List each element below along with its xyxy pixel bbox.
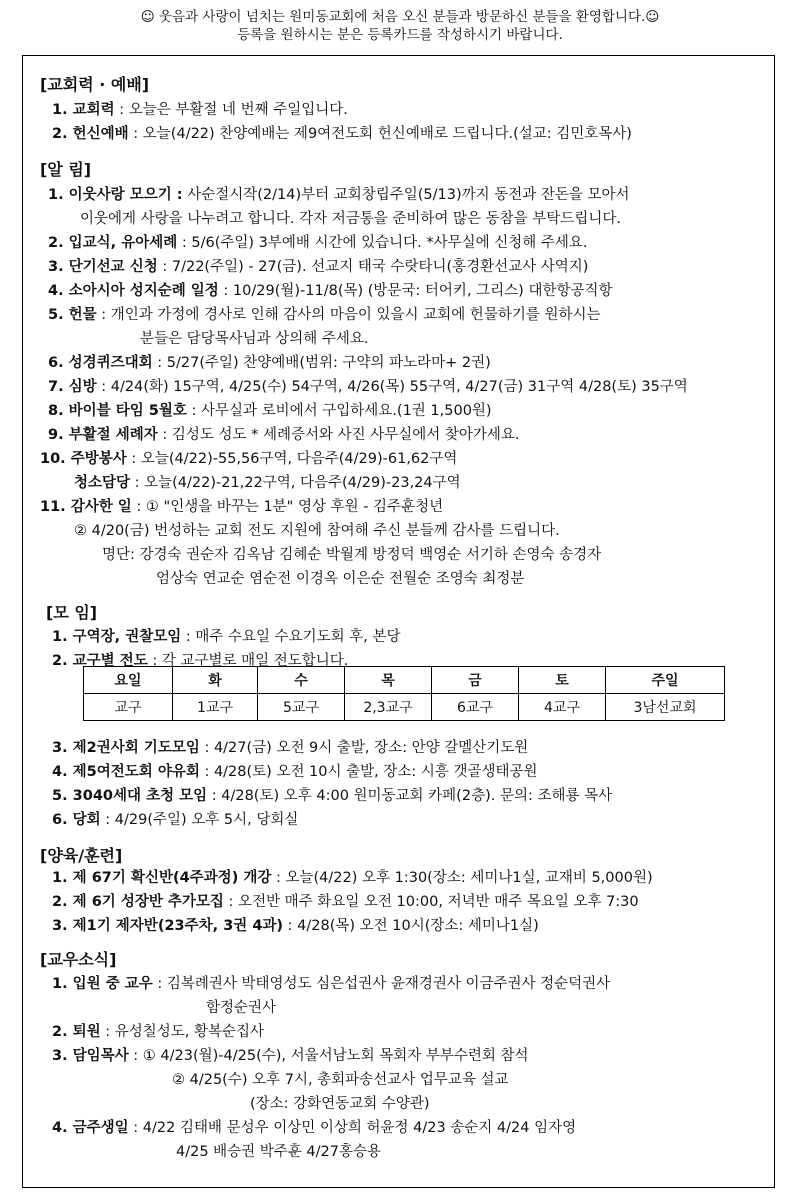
list-item: ② 4/20(금) 번성하는 교회 전도 지원에 참여해 주신 분들께 감사를 드립니다. bbox=[74, 523, 560, 539]
list-item: 2. 입교식, 유아세례 : 5/6(주일) 3부예배 시간에 있습니다. *사무실에 신청해 주세요. bbox=[48, 235, 588, 251]
list-item: 엄상숙 연교순 염순전 이경옥 이은순 전월순 조영숙 최정분 bbox=[156, 571, 525, 587]
list-item: 5. 헌물 : 개인과 가정에 경사로 인해 감사의 마음이 있을시 교회에 헌물하기를 원하시는 bbox=[48, 307, 601, 323]
list-item: 3. 담임목사 : ① 4/23(월)-4/25(수), 서울서남노회 목회자 부부수련회 참석 bbox=[52, 1048, 529, 1064]
list-item: 8. 바이블 타임 5월호 : 사무실과 로비에서 구입하세요.(1권 1,500원) bbox=[48, 403, 492, 419]
list-item: 10. 주방봉사 : 오늘(4/22)-55,56구역, 다음주(4/29)-61,62구역 bbox=[40, 451, 458, 467]
list-item: (장소: 강화연동교회 수양관) bbox=[250, 1096, 430, 1112]
list-item: 명단: 강경숙 권순자 김옥남 김혜순 박월계 방정덕 백영순 서기하 손영숙 송경자 bbox=[102, 547, 602, 563]
list-item: 1. 교회력 : 오늘은 부활절 네 번째 주일입니다. bbox=[52, 102, 348, 118]
table-header-cell: 주일 bbox=[606, 667, 725, 694]
list-item: 1. 이웃사랑 모으기 : 사순절시작(2/14)부터 교회창립주일(5/13)까지 동전과 잔돈을 모아서 bbox=[48, 187, 630, 203]
list-item: 7. 심방 : 4/24(화) 15구역, 4/25(수) 54구역, 4/26(목) 55구역, 4/27(금) 31구역 4/28(토) 35구역 bbox=[48, 379, 688, 395]
table-header-cell: 화 bbox=[173, 667, 258, 694]
list-item: 2. 교구별 전도 : 각 교구별로 매일 전도합니다. bbox=[52, 653, 349, 669]
list-item: 1. 구역장, 권찰모임 : 매주 수요일 수요기도회 후, 본당 bbox=[52, 629, 401, 645]
table-header-cell: 토 bbox=[519, 667, 606, 694]
list-item: 4. 소아시아 성지순례 일정 : 10/29(월)-11/8(목) (방문국: 터어키, 그리스) 대한항공직항 bbox=[48, 283, 613, 299]
table-cell: 4교구 bbox=[519, 694, 606, 721]
table-cell: 2,3교구 bbox=[345, 694, 432, 721]
list-item: 6. 성경퀴즈대회 : 5/27(주일) 찬양예배(범위: 구약의 파노라마+ 2권) bbox=[48, 355, 491, 371]
welcome-line: ☺ 웃음과 사랑이 넘치는 원미동교회에 처음 오신 분들과 방문하신 분들을 환영합니다.☺ bbox=[140, 9, 660, 25]
list-item: 6. 당회 : 4/29(주일) 오후 5시, 당회실 bbox=[52, 812, 299, 828]
table-cell: 1교구 bbox=[173, 694, 258, 721]
list-item: 이웃에게 사랑을 나누려고 합니다. 각자 저금통을 준비하여 많은 동참을 부탁드립니다. bbox=[80, 211, 621, 227]
list-item: 3. 제1기 제자반(23주차, 3권 4과) : 4/28(목) 오전 10시(장소: 세미나1실) bbox=[52, 918, 539, 934]
list-item: 2. 헌신예배 : 오늘(4/22) 찬양예배는 제9여전도회 헌신예배로 드립니다.(설교: 김민호목사) bbox=[52, 126, 632, 142]
table-header-cell: 금 bbox=[432, 667, 519, 694]
table-header-cell: 수 bbox=[258, 667, 345, 694]
table-cell: 교구 bbox=[84, 694, 173, 721]
list-item: 분들은 담당목사님과 상의해 주세요. bbox=[140, 331, 369, 347]
list-item: 4/25 배승권 박주훈 4/27홍승용 bbox=[176, 1144, 382, 1160]
section-title-calendar: [교회력 · 예배] bbox=[40, 75, 150, 94]
list-item: 9. 부활절 세례자 : 김성도 성도 * 세례증서와 사진 사무실에서 찾아가세요. bbox=[48, 427, 520, 443]
list-item: 4. 금주생일 : 4/22 김태배 문성우 이상민 이상희 허윤정 4/23 송순지 4/24 임자영 bbox=[52, 1120, 577, 1136]
list-item: 3. 단기선교 신청 : 7/22(주일) - 27(금). 선교지 태국 수랏타니(홍경환선교사 사역지) bbox=[48, 259, 589, 275]
list-item: 4. 제5여전도회 야유회 : 4/28(토) 오전 10시 출발, 장소: 시흥 갯골생태공원 bbox=[52, 764, 538, 780]
list-item: 1. 입원 중 교우 : 김복례권사 박태영성도 심은섭권사 윤재경권사 이금주권사 정순덕권사 bbox=[52, 976, 611, 992]
list-item: 2. 제 6기 성장반 추가모집 : 오전반 매주 화요일 오전 10:00, 저녁반 매주 목요일 오후 7:30 bbox=[52, 894, 639, 910]
table-cell: 5교구 bbox=[258, 694, 345, 721]
table-header-cell: 목 bbox=[345, 667, 432, 694]
list-item: 11. 감사한 일 : ① "인생을 바꾸는 1분" 영상 후원 - 김주훈청년 bbox=[40, 499, 444, 515]
list-item: 5. 3040세대 초청 모임 : 4/28(토) 오후 4:00 원미동교회 카페(2층). 문의: 조해룡 목사 bbox=[52, 788, 613, 804]
list-item: 2. 퇴원 : 유성칠성도, 황복순집사 bbox=[52, 1024, 265, 1040]
section-title-members: [교우소식] bbox=[40, 950, 117, 969]
list-item: 3. 제2권사회 기도모임 : 4/27(금) 오전 9시 출발, 장소: 안양 갈멜산기도원 bbox=[52, 740, 529, 756]
table-cell: 3남선교회 bbox=[606, 694, 725, 721]
table-header-row bbox=[84, 667, 725, 694]
list-item: 함정순권사 bbox=[206, 1000, 277, 1016]
list-item: 청소담당 : 오늘(4/22)-21,22구역, 다음주(4/29)-23,24구역 bbox=[74, 475, 461, 491]
table-cell: 6교구 bbox=[432, 694, 519, 721]
section-title-education: [양육/훈련] bbox=[40, 846, 123, 865]
section-title-notices: [알 림] bbox=[40, 160, 92, 179]
welcome-header bbox=[0, 8, 800, 44]
table-header-cell: 요일 bbox=[84, 667, 173, 694]
district-evangelism-table bbox=[83, 666, 725, 721]
table-row bbox=[84, 694, 725, 721]
list-item: 1. 제 67기 확신반(4주과정) 개강 : 오늘(4/22) 오후 1:30(장소: 세미나1실, 교재비 5,000원) bbox=[52, 870, 653, 886]
registration-line: 등록을 원하시는 분은 등록카드를 작성하시기 바랍니다. bbox=[237, 27, 563, 43]
section-title-meetings: [모 임] bbox=[46, 603, 98, 622]
list-item: ② 4/25(수) 오후 7시, 총회파송선교사 업무교육 설교 bbox=[172, 1072, 509, 1088]
